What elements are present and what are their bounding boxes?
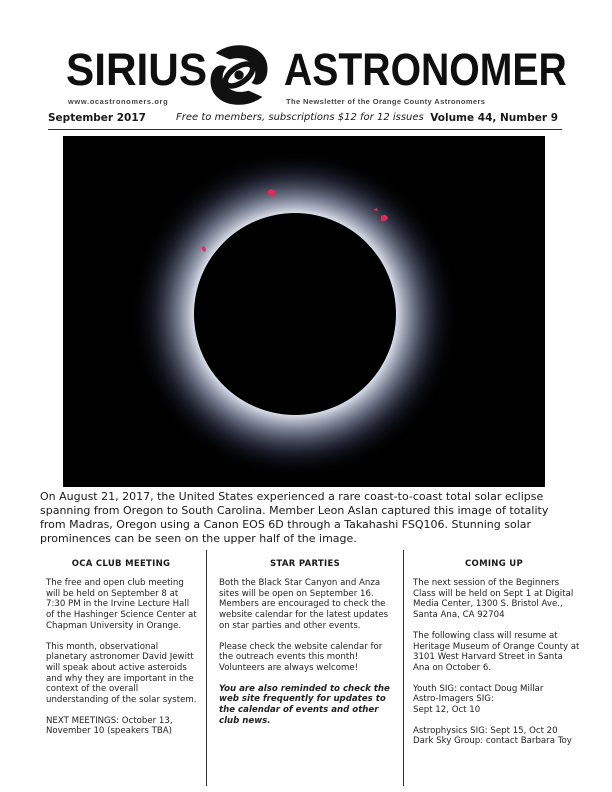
header-divider bbox=[48, 129, 562, 130]
tagline: The Newsletter of the Orange County Astronomers bbox=[286, 97, 486, 106]
solar-eclipse-image bbox=[63, 136, 545, 487]
photo-caption: On August 21, 2017, the United States experienced a rare coast-to-coast total solar eclipse spanning from Oregon to South Carolina. Member Leon Aslan captured this image of totality from Madras, Oregon using a Canon EOS 6D through a Takahashi FSQ106. Stunning solar prominences can be seen on the upper half of the image. bbox=[40, 490, 549, 545]
subscription-note: Free to members, subscriptions $12 for 12 issues bbox=[176, 112, 424, 123]
astro-imagers-sig: Astro-Imagers SIG: bbox=[413, 694, 494, 705]
beginners-class-paragraph: The next session of the Beginners Class will be held on Sept 1 at Digital Media Center, 1300 S. Bristol Ave., Santa Ana, CA 92704 bbox=[413, 578, 574, 621]
meeting-column bbox=[38, 550, 204, 786]
star-parties-heading: STAR PARTIES bbox=[269, 559, 341, 569]
eclipse-photo bbox=[63, 136, 545, 487]
brand-title-right: ASTRONOMER bbox=[284, 44, 567, 95]
meeting-speaker-paragraph: This month, observational planetary astronomer David Jewitt will speak about active asteroids and why they are important in the context of the overall understanding of the solar system. bbox=[46, 641, 197, 706]
coming-up-heading: COMING UP bbox=[465, 559, 523, 569]
youth-sig: Youth SIG: contact Doug Millar bbox=[413, 683, 544, 694]
heritage-class-paragraph: The following class will resume at Heritage Museum of Orange County at 3101 West Harvard Street in Santa Ana on October 6. bbox=[413, 630, 580, 673]
meeting-heading: OCA CLUB MEETING bbox=[71, 559, 171, 569]
star-parties-column bbox=[206, 550, 404, 786]
website-url[interactable]: www.ocastronomers.org bbox=[68, 97, 169, 106]
reminder-paragraph: You are also reminded to check the web site frequently for updates to the calendar of events and other club news. bbox=[219, 683, 390, 726]
issue-info-bar bbox=[48, 112, 562, 130]
galaxy-swirl-icon bbox=[200, 36, 278, 114]
coming-up-column bbox=[404, 550, 584, 786]
issue-volume: Volume 44, Number 9 bbox=[430, 112, 558, 124]
star-parties-paragraph: Both the Black Star Canyon and Anza sites will be open on September 16. Members are encouraged to check the website calendar for the latest updates on star parties and other events. bbox=[219, 578, 389, 631]
dark-sky-group: Dark Sky Group: contact Barbara Toy bbox=[413, 736, 572, 747]
outreach-paragraph: Please check the website calendar for the outreach events this month! Volunteers are always welcome! bbox=[219, 641, 383, 673]
next-meetings: NEXT MEETINGS: October 13, November 10 (speakers TBA) bbox=[46, 715, 173, 737]
brand-title-left: SIRIUS bbox=[66, 44, 208, 95]
astro-imagers-dates: Sept 12, Oct 10 bbox=[413, 705, 481, 716]
astrophysics-sig: Astrophysics SIG: Sept 15, Oct 20 bbox=[413, 725, 558, 736]
masthead bbox=[0, 0, 612, 110]
issue-date: September 2017 bbox=[48, 112, 146, 124]
meeting-paragraph: The free and open club meeting will be held on September 8 at 7:30 PM in the Irvine Lecture Hall of the Hashinger Science Center at Chapman University in Orange. bbox=[46, 578, 197, 631]
